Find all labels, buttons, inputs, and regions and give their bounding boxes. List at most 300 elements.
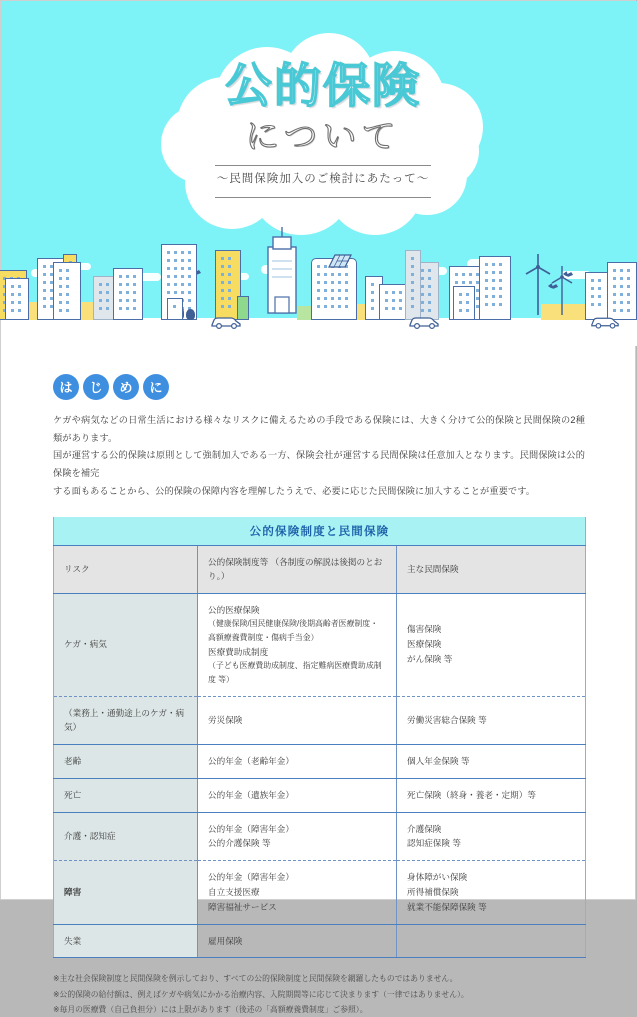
building-14 xyxy=(405,250,421,320)
building-window xyxy=(620,309,623,312)
building-window xyxy=(485,295,488,298)
building-window xyxy=(99,291,102,294)
building-window xyxy=(371,283,374,286)
building-window xyxy=(167,275,170,278)
building-window xyxy=(119,283,122,286)
building-window xyxy=(345,281,348,284)
cell-private-insurance xyxy=(397,696,586,745)
building-window xyxy=(188,299,191,302)
heading-char-3: め xyxy=(113,374,139,400)
building-window xyxy=(591,287,594,290)
building-window xyxy=(324,305,327,308)
building-window xyxy=(106,299,109,302)
building-17 xyxy=(453,286,475,320)
table-row xyxy=(54,593,586,696)
building-window xyxy=(428,277,431,280)
heading-char-1: は xyxy=(53,374,79,400)
cell-line: （子ども医療費助成制度、指定難病医療費助成制度 等） xyxy=(208,661,382,684)
building-window xyxy=(119,275,122,278)
cell-risk: 老齢 xyxy=(54,745,198,779)
building-window xyxy=(598,295,601,298)
building-window xyxy=(620,277,623,280)
building-window xyxy=(18,285,21,288)
hero-sky-illustration xyxy=(1,1,637,346)
building-window xyxy=(59,293,62,296)
building-window xyxy=(173,305,176,308)
building-window xyxy=(598,303,601,306)
building-window xyxy=(228,289,231,292)
building-window xyxy=(411,305,414,308)
building-window xyxy=(331,297,334,300)
building-window xyxy=(221,305,224,308)
building-window xyxy=(331,281,334,284)
table-row xyxy=(54,861,586,924)
title-block xyxy=(159,59,487,198)
cell-line: 個人年金保険 等 xyxy=(407,756,470,767)
building-window xyxy=(421,269,424,272)
building-window xyxy=(620,293,623,296)
building-window xyxy=(392,291,395,294)
title-rule-bottom xyxy=(215,197,431,198)
building-window xyxy=(133,275,136,278)
building-window xyxy=(428,285,431,288)
building-window xyxy=(411,289,414,292)
building-window xyxy=(492,263,495,266)
building-window xyxy=(126,299,129,302)
building-window xyxy=(345,297,348,300)
building-window xyxy=(613,301,616,304)
building-window xyxy=(620,301,623,304)
column-header-risk xyxy=(54,546,198,593)
building-window xyxy=(331,305,334,308)
building-window xyxy=(106,307,109,310)
building-window xyxy=(345,289,348,292)
cell-risk: ケガ・病気 xyxy=(54,593,198,696)
intro-paragraph xyxy=(53,412,585,500)
building-window xyxy=(411,281,414,284)
building-window xyxy=(59,269,62,272)
building-window xyxy=(174,275,177,278)
building-window xyxy=(317,281,320,284)
footnotes xyxy=(53,971,585,1017)
document-body xyxy=(1,346,637,1017)
column-header-public-label: 公的保険制度等 xyxy=(208,557,269,568)
cell-public-insurance xyxy=(198,861,397,924)
building-window xyxy=(228,305,231,308)
building-window xyxy=(620,269,623,272)
building-window xyxy=(119,307,122,310)
page-title-main: 公的保険 xyxy=(225,59,421,114)
building-window xyxy=(371,291,374,294)
building-window xyxy=(392,299,395,302)
building-window xyxy=(188,267,191,270)
building-window xyxy=(188,251,191,254)
building-window xyxy=(167,251,170,254)
building-window xyxy=(411,297,414,300)
cell-private-insurance xyxy=(397,745,586,779)
building-window xyxy=(11,285,14,288)
cell-line: 公的介護保険 等 xyxy=(208,838,271,849)
building-window xyxy=(181,291,184,294)
building-window xyxy=(221,257,224,260)
footnote-1: ※主な社会保険制度と民間保険を例示しており、すべての公的保険制度と民間保険を網羅したものではありません。 xyxy=(53,974,458,984)
cell-private-insurance xyxy=(397,812,586,861)
building-window xyxy=(317,289,320,292)
building-window xyxy=(466,301,469,304)
building-window xyxy=(221,297,224,300)
table-row xyxy=(54,696,586,745)
building-window xyxy=(317,265,320,268)
building-window xyxy=(59,285,62,288)
cell-private-insurance xyxy=(397,861,586,924)
building-window xyxy=(428,293,431,296)
building-window xyxy=(421,301,424,304)
building-window xyxy=(174,259,177,262)
building-window xyxy=(66,301,69,304)
building-window xyxy=(181,251,184,254)
building-window xyxy=(499,279,502,282)
building-window xyxy=(428,301,431,304)
building-window xyxy=(591,303,594,306)
building-window xyxy=(133,307,136,310)
building-16 xyxy=(479,256,511,320)
building-window xyxy=(11,309,14,312)
building-window xyxy=(228,281,231,284)
building-window xyxy=(466,309,469,312)
building-window xyxy=(66,293,69,296)
building-window xyxy=(174,251,177,254)
building-window xyxy=(331,289,334,292)
building-window xyxy=(133,291,136,294)
tree-2 xyxy=(186,309,195,320)
footnote-3: ※毎月の医療費（自己負担分）には上限があります（後述の「高額療養費制度」ご参照）。 xyxy=(53,1004,368,1014)
building-window xyxy=(221,289,224,292)
building-window xyxy=(126,275,129,278)
building-window xyxy=(181,275,184,278)
building-4 xyxy=(53,262,81,320)
building-window xyxy=(411,273,414,276)
cell-line: 公的年金（障害年金） xyxy=(208,823,294,834)
building-window xyxy=(613,285,616,288)
building-window xyxy=(459,301,462,304)
building-window xyxy=(485,271,488,274)
building-window xyxy=(188,291,191,294)
building-window xyxy=(66,285,69,288)
cell-line: 所得補償保険 xyxy=(407,887,459,898)
building-window xyxy=(221,265,224,268)
cell-line: 公的医療保険 xyxy=(208,604,260,615)
building-window xyxy=(598,279,601,282)
car-icon-1 xyxy=(209,315,243,334)
table-row xyxy=(54,778,586,812)
cell-line: 傷害保険 xyxy=(407,624,442,635)
table-row xyxy=(54,745,586,779)
building-window xyxy=(492,295,495,298)
building-window xyxy=(499,263,502,266)
column-header-public-sub: （各制度の解説は後掲のとおり。） xyxy=(208,557,383,582)
building-window xyxy=(627,285,630,288)
building-window xyxy=(598,287,601,290)
building-window xyxy=(462,281,465,284)
footnote-2: ※公的保険の給付額は、例えばケガや病気にかかる治療内容、入院期間等に応じて決まります（一律ではありません）。 xyxy=(53,989,469,999)
building-window xyxy=(492,287,495,290)
building-window xyxy=(459,309,462,312)
building-window xyxy=(613,277,616,280)
windmill-icon-2 xyxy=(549,265,575,320)
building-window xyxy=(324,297,327,300)
building-window xyxy=(317,305,320,308)
building-window xyxy=(188,275,191,278)
car-icon-2 xyxy=(407,315,441,334)
building-window xyxy=(181,283,184,286)
building-window xyxy=(627,277,630,280)
building-window xyxy=(499,303,502,306)
building-window xyxy=(221,273,224,276)
cell-line: 医療費助成制度 xyxy=(208,646,269,657)
building-window xyxy=(338,289,341,292)
building-window xyxy=(188,283,191,286)
building-8 xyxy=(167,298,183,320)
building-window xyxy=(99,307,102,310)
building-window xyxy=(11,293,14,296)
column-header-private xyxy=(397,546,586,593)
building-6 xyxy=(113,268,143,320)
building-window xyxy=(385,291,388,294)
building-window xyxy=(421,285,424,288)
cell-risk: 介護・認知症 xyxy=(54,812,198,861)
building-window xyxy=(119,291,122,294)
building-window xyxy=(43,273,46,276)
building-window xyxy=(221,281,224,284)
page-title-sub: について xyxy=(245,116,401,157)
building-window xyxy=(627,293,630,296)
building-window xyxy=(492,303,495,306)
cell-line: 労災保険 xyxy=(208,714,243,725)
building-window xyxy=(455,281,458,284)
cell-line: がん保険 等 xyxy=(407,653,453,664)
cell-line: （健康保険/国民健康保険/後期高齢者医療制度・ xyxy=(208,619,379,629)
column-header-private-label: 主な民間保険 xyxy=(407,564,459,575)
section-heading-hajimeni xyxy=(53,374,637,400)
building-window xyxy=(338,305,341,308)
table-row xyxy=(54,812,586,861)
building-window xyxy=(66,269,69,272)
insurance-table-body xyxy=(54,593,586,958)
building-window xyxy=(620,285,623,288)
insurance-table xyxy=(53,517,586,958)
building-window xyxy=(485,263,488,266)
building-window xyxy=(181,259,184,262)
cell-line: 高額療養費制度・傷病手当金） xyxy=(208,633,319,642)
cell-line: 障害福祉サービス xyxy=(208,901,277,912)
table-title-row xyxy=(54,517,586,546)
building-window xyxy=(613,293,616,296)
building-window xyxy=(133,299,136,302)
building-window xyxy=(466,293,469,296)
building-window xyxy=(126,291,129,294)
building-window xyxy=(462,273,465,276)
building-window xyxy=(174,291,177,294)
building-window xyxy=(167,291,170,294)
building-window xyxy=(459,293,462,296)
table-title: 公的保険制度と民間保険 xyxy=(54,517,586,546)
building-window xyxy=(411,257,414,260)
column-header-public xyxy=(198,546,397,593)
column-header-risk-label: リスク xyxy=(64,564,90,575)
page-tagline: ～民間保険加入のご検討にあたって～ xyxy=(216,173,430,186)
cell-line: 公的年金（障害年金） xyxy=(208,872,294,883)
building-window xyxy=(371,299,374,302)
building-window xyxy=(324,281,327,284)
building-window xyxy=(18,301,21,304)
cell-public-insurance xyxy=(198,812,397,861)
cell-risk: 障害 xyxy=(54,861,198,924)
cell-public-insurance xyxy=(198,778,397,812)
building-window xyxy=(167,259,170,262)
building-window xyxy=(99,299,102,302)
building-window xyxy=(228,297,231,300)
building-window xyxy=(59,277,62,280)
building-2 xyxy=(5,278,29,320)
cell-line: 就業不能保障保険 等 xyxy=(407,901,487,912)
building-window xyxy=(317,297,320,300)
building-window xyxy=(485,279,488,282)
building-window xyxy=(392,307,395,310)
building-window xyxy=(119,299,122,302)
building-window xyxy=(317,273,320,276)
building-window xyxy=(99,283,102,286)
building-window xyxy=(421,293,424,296)
building-window xyxy=(399,291,402,294)
cell-line: 身体障がい保険 xyxy=(407,872,468,883)
building-window xyxy=(428,269,431,272)
building-window xyxy=(455,273,458,276)
building-window xyxy=(174,267,177,270)
building-window xyxy=(66,309,69,312)
cell-line: 認知症保険 等 xyxy=(407,838,461,849)
building-window xyxy=(385,299,388,302)
cell-risk: 失業 xyxy=(54,924,198,958)
building-window xyxy=(167,267,170,270)
building-window xyxy=(324,289,327,292)
building-window xyxy=(133,283,136,286)
tower-building-1 xyxy=(259,227,305,320)
building-window xyxy=(399,307,402,310)
building-window xyxy=(613,269,616,272)
cell-line: 雇用保険 xyxy=(208,935,243,946)
building-window xyxy=(399,299,402,302)
cell-line: 医療保険 xyxy=(407,639,442,650)
building-window xyxy=(499,295,502,298)
heading-char-2: じ xyxy=(83,374,109,400)
building-window xyxy=(181,267,184,270)
building-window xyxy=(11,301,14,304)
building-window xyxy=(66,277,69,280)
building-19 xyxy=(607,262,637,320)
building-window xyxy=(345,305,348,308)
building-window xyxy=(469,281,472,284)
building-window xyxy=(421,309,424,312)
building-window xyxy=(126,283,129,286)
building-window xyxy=(106,283,109,286)
building-window xyxy=(43,265,46,268)
building-window xyxy=(228,257,231,260)
building-window xyxy=(43,305,46,308)
building-window xyxy=(18,293,21,296)
intro-line-1: ケガや病気などの日常生活における様々なリスクに備えるための手段である保険には、大きく分けて公的保険と民間保険の2種類があります。 xyxy=(53,415,585,443)
cell-line: 労働災害総合保険 等 xyxy=(407,714,487,725)
building-window xyxy=(385,307,388,310)
building-window xyxy=(428,309,431,312)
intro-line-2: 国が運営する公的保険は原則として強制加入である一方、保険会社が運営する民間保険は任意加入となります。民間保険は公的保険を補完 xyxy=(53,450,585,478)
building-window xyxy=(167,283,170,286)
building-window xyxy=(106,291,109,294)
building-window xyxy=(338,281,341,284)
ground-strip xyxy=(1,318,637,346)
table-column-header-row xyxy=(54,546,586,593)
insurance-table-wrapper xyxy=(53,517,585,958)
cell-private-insurance xyxy=(397,778,586,812)
cityscape-illustration xyxy=(1,225,637,320)
building-window xyxy=(492,271,495,274)
building-window xyxy=(421,277,424,280)
cell-public-insurance xyxy=(198,924,397,958)
cell-line: 公的年金（遺族年金） xyxy=(208,789,294,800)
building-window xyxy=(338,297,341,300)
car-icon-3 xyxy=(589,315,621,334)
building-window xyxy=(174,283,177,286)
building-window xyxy=(485,303,488,306)
table-row xyxy=(54,924,586,958)
cell-line: 死亡保険（終身・養老・定期）等 xyxy=(407,789,536,800)
building-window xyxy=(591,295,594,298)
cell-line: 介護保険 xyxy=(407,823,442,834)
solar-panel-icon xyxy=(327,253,353,276)
building-window xyxy=(43,289,46,292)
cell-public-insurance xyxy=(198,696,397,745)
building-window xyxy=(188,259,191,262)
cell-public-insurance xyxy=(198,745,397,779)
building-window xyxy=(627,309,630,312)
building-window xyxy=(627,269,630,272)
intro-line-3: する面もあることから、公的保険の保障内容を理解したうえで、必要に応じた民間保険に加入することが重要です。 xyxy=(53,485,536,496)
cell-risk: 死亡 xyxy=(54,778,198,812)
building-window xyxy=(613,309,616,312)
cell-private-insurance xyxy=(397,593,586,696)
cell-line: 自立支援医療 xyxy=(208,887,260,898)
building-window xyxy=(591,279,594,282)
building-window xyxy=(43,297,46,300)
building-window xyxy=(485,287,488,290)
building-window xyxy=(43,281,46,284)
building-window xyxy=(411,265,414,268)
building-window xyxy=(59,309,62,312)
building-window xyxy=(59,301,62,304)
building-window xyxy=(18,309,21,312)
building-window xyxy=(228,273,231,276)
heading-char-4: に xyxy=(143,374,169,400)
building-window xyxy=(627,301,630,304)
building-window xyxy=(228,265,231,268)
building-window xyxy=(371,307,374,310)
cell-risk: （業務上・通勤途上のケガ・病気） xyxy=(54,696,198,745)
building-window xyxy=(499,271,502,274)
cell-private-insurance xyxy=(397,924,586,958)
cell-line: 公的年金（老齢年金） xyxy=(208,756,294,767)
building-window xyxy=(469,273,472,276)
cell-public-insurance xyxy=(198,593,397,696)
building-window xyxy=(126,307,129,310)
